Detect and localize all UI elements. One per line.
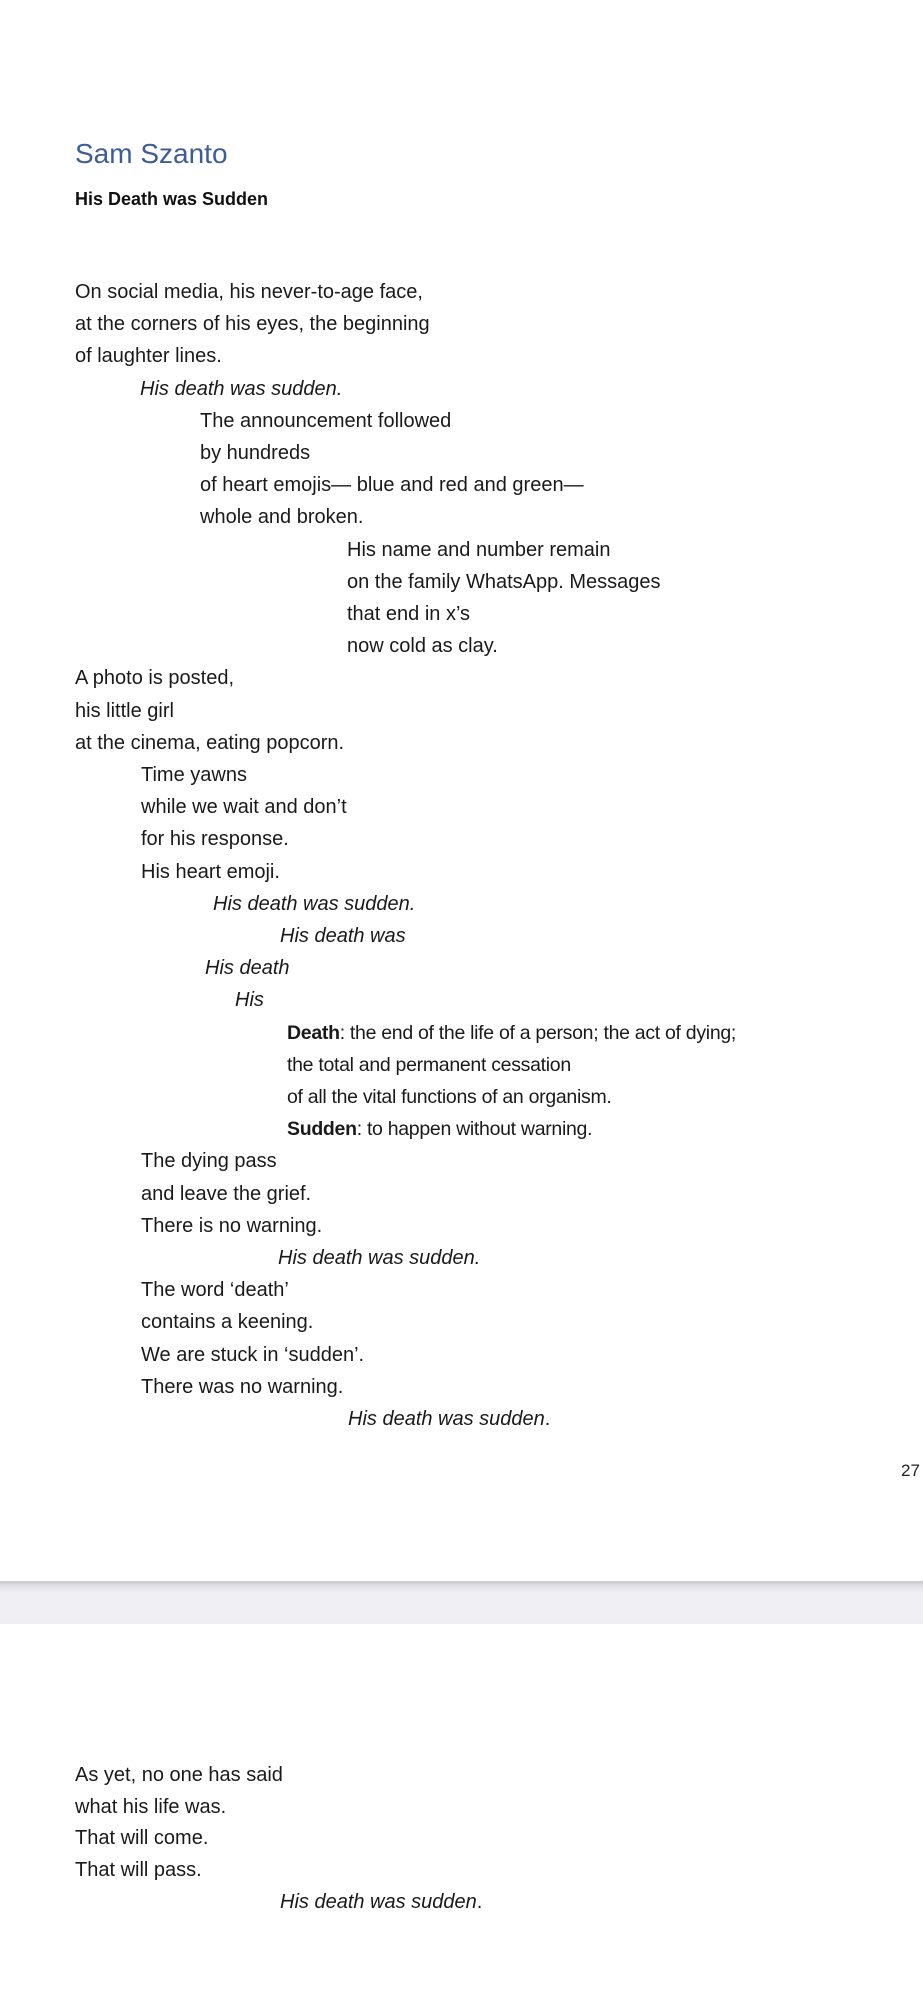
poem-line: Time yawns bbox=[141, 764, 247, 786]
poem-line: His death was sudden. bbox=[278, 1247, 481, 1269]
poem-line: that end in x’s bbox=[347, 603, 471, 625]
poem-line: of heart emojis— blue and red and green— bbox=[200, 474, 584, 496]
poem-line: There is no warning. bbox=[141, 1215, 323, 1237]
page-number: 27 bbox=[901, 1461, 920, 1480]
poem-line: for his response. bbox=[141, 828, 289, 850]
poem-line: His death was sudden. bbox=[213, 893, 416, 915]
poem-line-segment: Death bbox=[287, 1022, 340, 1044]
poem-line: on the family WhatsApp. Messages bbox=[347, 571, 661, 593]
poem-line: That will come. bbox=[75, 1827, 209, 1849]
poem-line: We are stuck in ‘sudden’. bbox=[141, 1344, 365, 1366]
poem-line: A photo is posted, bbox=[75, 667, 235, 689]
poem-line: His bbox=[235, 989, 264, 1011]
poem-line: His death was bbox=[280, 925, 406, 947]
poem-line bbox=[348, 1404, 550, 1434]
poem-line bbox=[280, 1887, 482, 1917]
poem-line: of laughter lines. bbox=[75, 345, 222, 367]
poem-line: now cold as clay. bbox=[347, 635, 498, 657]
poem-line: the total and permanent cessation bbox=[287, 1054, 571, 1076]
poem-line: His death bbox=[205, 957, 290, 979]
poem-line: whole and broken. bbox=[200, 506, 364, 528]
poem-line: The word ‘death’ bbox=[141, 1279, 289, 1301]
poem-line-segment: : the end of the life of a person; the act of dying; bbox=[339, 1022, 737, 1044]
poem-line: what his life was. bbox=[75, 1796, 227, 1818]
poem-line: contains a keening. bbox=[141, 1311, 314, 1333]
poem-title: His Death was Sudden bbox=[75, 189, 269, 209]
poem-line: at the cinema, eating popcorn. bbox=[75, 732, 345, 754]
poem-line: His name and number remain bbox=[347, 539, 611, 561]
poem-line: His death was sudden. bbox=[140, 378, 343, 400]
page-gap bbox=[0, 1581, 923, 1625]
poem-line bbox=[287, 1018, 736, 1048]
poem-line-segment: His death was sudden bbox=[280, 1891, 477, 1913]
poem-line bbox=[287, 1114, 592, 1144]
poem-line: of all the vital functions of an organism. bbox=[287, 1086, 612, 1108]
poem-line: On social media, his never-to-age face, bbox=[75, 281, 423, 303]
poem-line: As yet, no one has said bbox=[75, 1764, 283, 1786]
poem-line-segment: : to happen without warning. bbox=[356, 1118, 593, 1140]
poem-line-segment: . bbox=[476, 1891, 483, 1913]
poem-line: His heart emoji. bbox=[141, 861, 280, 883]
poem-line: and leave the grief. bbox=[141, 1183, 312, 1205]
author-name: Sam Szanto bbox=[75, 138, 228, 169]
poem-line: The dying pass bbox=[141, 1150, 277, 1172]
poem-line: his little girl bbox=[75, 700, 174, 722]
poem-line-segment: Sudden bbox=[287, 1118, 357, 1140]
poem-line: at the corners of his eyes, the beginning bbox=[75, 313, 430, 335]
poem-line-segment: His death was sudden bbox=[348, 1408, 545, 1430]
poem-line: while we wait and don’t bbox=[141, 796, 347, 818]
poem-line-segment: . bbox=[544, 1408, 551, 1430]
poem-line: The announcement followed bbox=[200, 410, 452, 432]
poem-line: by hundreds bbox=[200, 442, 311, 464]
poem-line: There was no warning. bbox=[141, 1376, 344, 1398]
poem-line: That will pass. bbox=[75, 1859, 202, 1881]
